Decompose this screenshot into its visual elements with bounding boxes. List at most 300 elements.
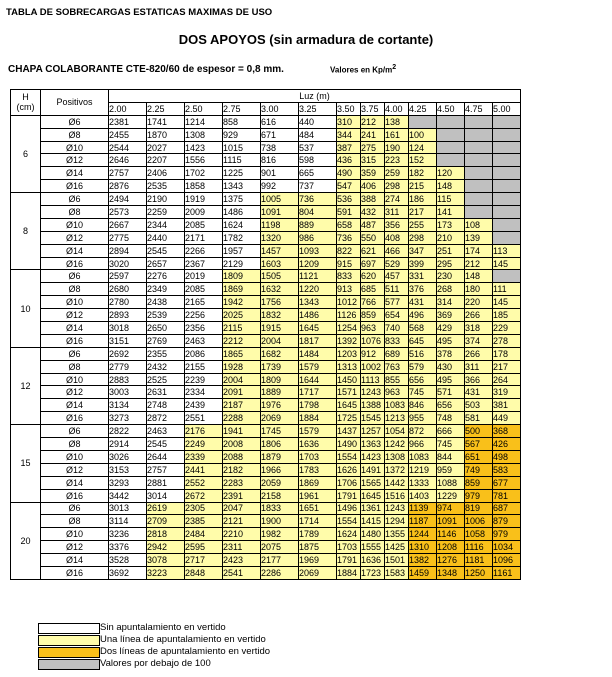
load-value-cell: 1858 (185, 180, 223, 193)
h-header (11, 90, 41, 116)
load-value-cell: 986 (299, 231, 337, 244)
table-row (11, 438, 521, 451)
load-value-cell: 1571 (337, 386, 361, 399)
load-value-cell: 2692 (109, 347, 147, 360)
load-value-cell: 120 (437, 167, 465, 180)
load-value-cell: 2008 (223, 438, 261, 451)
load-value-cell: 1579 (299, 360, 337, 373)
load-value-cell: 3134 (109, 399, 147, 412)
load-value-cell: 2276 (147, 270, 185, 283)
load-value-cell: 1490 (337, 438, 361, 451)
load-value-cell: 1884 (337, 566, 361, 579)
load-value-cell: 1450 (337, 373, 361, 386)
load-value-cell: 2455 (109, 128, 147, 141)
diameter-cell: Ø6 (41, 270, 109, 283)
load-value-cell: 2165 (185, 296, 223, 309)
load-value-cell: 388 (361, 193, 385, 206)
load-value-cell: 1343 (223, 180, 261, 193)
load-value-cell: 1355 (385, 528, 409, 541)
load-value-cell: 2286 (261, 566, 299, 579)
load-value-cell: 2463 (185, 334, 223, 347)
load-value-cell: 651 (465, 450, 493, 463)
table-row (11, 334, 521, 347)
load-value-cell: 1425 (385, 541, 409, 554)
table-row (11, 206, 521, 219)
load-value-cell: 298 (409, 231, 437, 244)
load-value-cell (465, 180, 493, 193)
load-value-cell: 2748 (147, 399, 185, 412)
load-value-cell: 2551 (185, 412, 223, 425)
diameter-cell: Ø16 (41, 257, 109, 270)
load-value-cell: 186 (409, 193, 437, 206)
load-value-cell: 1198 (261, 218, 299, 231)
load-value-cell: 1116 (465, 541, 493, 554)
load-value-cell: 567 (465, 438, 493, 451)
load-value-cell: 1545 (361, 412, 385, 425)
diameter-cell: Ø16 (41, 566, 109, 579)
span-header: 4.00 (385, 102, 409, 115)
load-value-cell: 115 (437, 193, 465, 206)
load-value-cell: 3376 (109, 541, 147, 554)
load-value-cell: 498 (493, 450, 521, 463)
load-value-cell: 656 (437, 399, 465, 412)
table-row (11, 412, 521, 425)
legend-swatch (38, 635, 100, 646)
load-value-cell: 748 (437, 412, 465, 425)
load-value-cell: 2190 (147, 193, 185, 206)
load-value-cell: 1343 (299, 296, 337, 309)
table-row (11, 270, 521, 283)
diameter-cell: Ø10 (41, 528, 109, 541)
load-value-cell: 152 (409, 154, 437, 167)
load-value-cell: 915 (337, 257, 361, 270)
load-value-cell: 2595 (185, 541, 223, 554)
table-row (11, 515, 521, 528)
load-value-cell: 268 (437, 283, 465, 296)
load-value-cell: 955 (409, 412, 437, 425)
load-value-cell: 685 (361, 283, 385, 296)
height-cell: 8 (11, 193, 41, 270)
table-row (11, 141, 521, 154)
load-value-cell: 3153 (109, 463, 147, 476)
diameter-cell: Ø10 (41, 296, 109, 309)
load-value-cell: 689 (385, 347, 409, 360)
load-value-cell: 369 (437, 309, 465, 322)
load-value-cell: 1869 (299, 476, 337, 489)
load-value-cell: 2525 (147, 373, 185, 386)
load-value-cell: 1889 (261, 386, 299, 399)
table-row (11, 399, 521, 412)
load-value-cell: 1091 (437, 515, 465, 528)
load-value-cell: 1486 (299, 309, 337, 322)
load-value-cell: 426 (493, 438, 521, 451)
load-value-cell: 2667 (109, 218, 147, 231)
load-value-cell: 1809 (261, 373, 299, 386)
load-value-cell: 1244 (409, 528, 437, 541)
diameter-cell: Ø14 (41, 399, 109, 412)
load-value-cell: 872 (409, 425, 437, 438)
load-value-cell: 2069 (299, 566, 337, 579)
load-value-cell: 1203 (337, 347, 361, 360)
load-value-cell: 2025 (223, 309, 261, 322)
load-value-cell: 1229 (437, 489, 465, 502)
load-value-cell: 138 (385, 115, 409, 128)
load-value-cell: 1121 (299, 270, 337, 283)
load-value-cell: 1083 (409, 450, 437, 463)
load-value-cell (493, 206, 521, 219)
load-value-cell: 190 (385, 141, 409, 154)
load-value-cell: 2769 (147, 334, 185, 347)
load-value-cell: 311 (465, 360, 493, 373)
load-value-cell: 1333 (409, 476, 437, 489)
load-value-cell: 2129 (223, 257, 261, 270)
diameter-cell: Ø10 (41, 141, 109, 154)
load-value-cell: 1214 (185, 115, 223, 128)
load-value-cell: 347 (409, 244, 437, 257)
load-value-cell: 266 (465, 309, 493, 322)
load-value-cell: 2775 (109, 231, 147, 244)
load-value-cell: 697 (361, 257, 385, 270)
load-value-cell: 1308 (185, 128, 223, 141)
table-row (11, 167, 521, 180)
load-value-cell: 1208 (437, 541, 465, 554)
load-value-cell: 740 (385, 322, 409, 335)
load-value-cell: 2009 (185, 206, 223, 219)
load-value-cell: 1254 (337, 322, 361, 335)
load-value-cell: 1982 (261, 528, 299, 541)
load-value-cell: 1161 (493, 566, 521, 579)
load-value-cell (493, 128, 521, 141)
load-value-cell: 1645 (337, 399, 361, 412)
table-row (11, 296, 521, 309)
load-value-cell: 1209 (299, 257, 337, 270)
load-value-cell: 241 (361, 128, 385, 141)
load-value-cell: 1496 (337, 502, 361, 515)
load-value-cell: 591 (337, 206, 361, 219)
load-value-cell: 1187 (409, 515, 437, 528)
load-value-cell: 616 (261, 115, 299, 128)
load-value-cell: 2644 (147, 450, 185, 463)
load-value-cell: 536 (337, 193, 361, 206)
load-value-cell: 1556 (185, 154, 223, 167)
span-header: 2.25 (147, 102, 185, 115)
load-value-cell: 1308 (385, 450, 409, 463)
load-value-cell: 2086 (185, 347, 223, 360)
load-value-cell: 1957 (223, 244, 261, 257)
load-value-cell: 178 (493, 347, 521, 360)
load-value-cell: 2439 (185, 399, 223, 412)
table-row (11, 360, 521, 373)
load-value-cell: 408 (385, 231, 409, 244)
load-value-cell: 966 (409, 438, 437, 451)
load-value-cell: 2311 (223, 541, 261, 554)
load-value-cell: 2423 (223, 554, 261, 567)
load-value-cell: 2158 (261, 489, 299, 502)
table-row (11, 180, 521, 193)
load-value-cell: 2047 (223, 502, 261, 515)
diameter-cell: Ø10 (41, 218, 109, 231)
load-value-cell: 974 (437, 502, 465, 515)
table-row (11, 450, 521, 463)
load-value-cell: 366 (465, 373, 493, 386)
load-value-cell: 2438 (147, 296, 185, 309)
table-row (11, 322, 521, 335)
load-value-cell: 2339 (185, 450, 223, 463)
diameter-cell: Ø12 (41, 541, 109, 554)
load-value-cell: 315 (361, 154, 385, 167)
load-value-cell: 1213 (385, 412, 409, 425)
load-value-cell (493, 231, 521, 244)
table-row (11, 476, 521, 489)
load-value-cell: 2672 (185, 489, 223, 502)
load-value-cell: 2646 (109, 154, 147, 167)
load-value-cell: 1624 (337, 528, 361, 541)
load-value-cell: 3223 (147, 566, 185, 579)
load-value-cell: 2019 (185, 270, 223, 283)
load-value-cell: 550 (361, 231, 385, 244)
load-value-cell: 1459 (409, 566, 437, 579)
legend-swatch (38, 659, 100, 670)
load-value-cell: 1361 (361, 502, 385, 515)
load-value-cell: 1058 (465, 528, 493, 541)
load-value-cell: 2085 (185, 218, 223, 231)
load-value-cell: 901 (261, 167, 299, 180)
h-label: H (22, 92, 29, 103)
load-value-cell: 2212 (223, 334, 261, 347)
load-value-cell: 2876 (109, 180, 147, 193)
height-cell: 12 (11, 347, 41, 424)
load-value-cell: 2717 (185, 554, 223, 567)
load-value-cell: 487 (361, 218, 385, 231)
load-value-cell: 2757 (109, 167, 147, 180)
legend-swatch (38, 647, 100, 658)
load-value-cell: 1242 (385, 438, 409, 451)
diameter-cell: Ø16 (41, 180, 109, 193)
load-value-cell: 274 (385, 193, 409, 206)
load-value-cell: 1624 (223, 218, 261, 231)
table-row (11, 463, 521, 476)
load-value-cell (465, 128, 493, 141)
load-value-cell: 2631 (147, 386, 185, 399)
load-value-cell: 855 (385, 373, 409, 386)
load-value-cell: 1806 (261, 438, 299, 451)
load-value-cell: 2541 (223, 566, 261, 579)
diameter-cell: Ø14 (41, 554, 109, 567)
load-value-cell: 737 (299, 180, 337, 193)
loads-table (10, 89, 521, 580)
load-value-cell: 2155 (185, 360, 223, 373)
load-value-cell: 2305 (185, 502, 223, 515)
load-value-cell: 671 (261, 128, 299, 141)
load-value-cell: 251 (437, 244, 465, 257)
load-value-cell (437, 128, 465, 141)
diameter-cell: Ø8 (41, 438, 109, 451)
legend-label: Una línea de apuntalamiento en vertido (100, 634, 266, 645)
span-header: 3.75 (361, 102, 385, 115)
load-value-cell: 979 (465, 489, 493, 502)
load-value-cell: 1415 (361, 515, 385, 528)
diameter-cell: Ø12 (41, 231, 109, 244)
load-value-cell: 736 (337, 231, 361, 244)
table-row (11, 373, 521, 386)
load-value-cell (493, 193, 521, 206)
load-value-cell: 2441 (185, 463, 223, 476)
load-value-cell: 230 (437, 270, 465, 283)
table-row (11, 128, 521, 141)
load-value-cell: 3293 (109, 476, 147, 489)
table-row (11, 566, 521, 579)
load-value-cell: 1501 (385, 554, 409, 567)
load-value-cell (493, 167, 521, 180)
span-header: 4.50 (437, 102, 465, 115)
load-value-cell: 547 (337, 180, 361, 193)
load-value-cell: 763 (385, 360, 409, 373)
load-value-cell: 2176 (185, 425, 223, 438)
load-value-cell: 1579 (299, 425, 337, 438)
load-value-cell: 210 (437, 231, 465, 244)
table-row (11, 386, 521, 399)
load-value-cell: 3236 (109, 528, 147, 541)
load-value-cell: 1220 (299, 283, 337, 296)
load-value-cell: 2210 (223, 528, 261, 541)
span-header: 3.00 (261, 102, 299, 115)
load-value-cell: 399 (409, 257, 437, 270)
load-value-cell: 2004 (223, 373, 261, 386)
load-value-cell: 1382 (409, 554, 437, 567)
load-value-cell: 1791 (337, 554, 361, 567)
load-value-cell: 2484 (185, 528, 223, 541)
load-value-cell: 1388 (361, 399, 385, 412)
load-value-cell: 145 (493, 257, 521, 270)
load-value-cell: 374 (465, 334, 493, 347)
load-value-cell: 1717 (299, 386, 337, 399)
diameter-cell: Ø8 (41, 283, 109, 296)
load-value-cell: 1645 (361, 489, 385, 502)
load-value-cell: 1363 (361, 438, 385, 451)
load-value-cell: 992 (261, 180, 299, 193)
load-value-cell: 2914 (109, 438, 147, 451)
load-value-cell: 598 (299, 154, 337, 167)
load-value-cell: 2432 (147, 360, 185, 373)
load-value-cell: 1054 (385, 425, 409, 438)
span-header: 4.25 (409, 102, 437, 115)
load-value-cell: 185 (493, 309, 521, 322)
load-value-cell: 1091 (261, 206, 299, 219)
load-value-cell: 583 (493, 463, 521, 476)
load-value-cell: 2059 (261, 476, 299, 489)
load-value-cell: 833 (337, 270, 361, 283)
load-value-cell: 148 (465, 270, 493, 283)
height-cell: 15 (11, 425, 41, 502)
load-value-cell: 2381 (109, 115, 147, 128)
load-value-cell: 2848 (185, 566, 223, 579)
load-value-cell: 3442 (109, 489, 147, 502)
load-value-cell: 2355 (147, 347, 185, 360)
load-value-cell: 1900 (261, 515, 299, 528)
load-value-cell: 310 (337, 115, 361, 128)
load-value-cell: 1703 (299, 450, 337, 463)
diameter-cell: Ø6 (41, 115, 109, 128)
load-value-cell: 311 (385, 206, 409, 219)
load-value-cell: 677 (493, 476, 521, 489)
diameter-cell: Ø8 (41, 206, 109, 219)
load-value-cell: 2573 (109, 206, 147, 219)
load-value-cell: 2757 (147, 463, 185, 476)
load-value-cell: 2942 (147, 541, 185, 554)
load-value-cell: 2288 (223, 412, 261, 425)
chapa-description: CHAPA COLABORANTE CTE-820/60 de espesor = 0,8 mm. (8, 64, 284, 75)
load-value-cell: 2115 (223, 322, 261, 335)
load-value-cell: 1682 (261, 347, 299, 360)
load-value-cell: 1741 (147, 115, 185, 128)
load-value-cell: 1310 (409, 541, 437, 554)
load-value-cell: 449 (493, 412, 521, 425)
load-value-cell: 912 (361, 347, 385, 360)
load-value-cell (493, 270, 521, 283)
load-value-cell: 963 (385, 386, 409, 399)
load-value-cell: 2091 (223, 386, 261, 399)
load-value-cell (437, 115, 465, 128)
load-value-cell: 2187 (223, 399, 261, 412)
load-value-cell: 429 (437, 322, 465, 335)
load-value-cell: 1632 (261, 283, 299, 296)
load-value-cell: 2207 (147, 154, 185, 167)
units-exponent: 2 (392, 64, 397, 71)
load-value-cell: 1012 (337, 296, 361, 309)
load-value-cell: 2818 (147, 528, 185, 541)
load-value-cell: 1782 (223, 231, 261, 244)
table-row (11, 541, 521, 554)
load-value-cell: 496 (409, 309, 437, 322)
load-value-cell: 1941 (223, 425, 261, 438)
load-value-cell: 298 (385, 180, 409, 193)
load-value-cell: 749 (465, 463, 493, 476)
load-value-cell: 1034 (493, 541, 521, 554)
load-value-cell (437, 154, 465, 167)
load-value-cell: 738 (261, 141, 299, 154)
load-value-cell: 141 (437, 206, 465, 219)
load-value-cell: 495 (437, 334, 465, 347)
load-value-cell (465, 206, 493, 219)
diameter-cell: Ø12 (41, 154, 109, 167)
load-value-cell: 1372 (385, 463, 409, 476)
legend-label: Valores por debajo de 100 (100, 658, 211, 669)
load-value-cell: 2822 (109, 425, 147, 438)
load-value-cell: 331 (409, 270, 437, 283)
load-value-cell: 1565 (361, 476, 385, 489)
load-value-cell: 2709 (147, 515, 185, 528)
load-value-cell: 1869 (223, 283, 261, 296)
load-value-cell: 3013 (109, 502, 147, 515)
load-value-cell: 666 (437, 425, 465, 438)
load-value-cell: 2893 (109, 309, 147, 322)
load-value-cell: 3018 (109, 322, 147, 335)
load-value-cell: 2881 (147, 476, 185, 489)
legend-label: Dos líneas de apuntalamiento en vertido (100, 646, 271, 657)
load-value-cell: 255 (409, 218, 437, 231)
load-value-cell: 1505 (261, 270, 299, 283)
load-value-cell: 1723 (361, 566, 385, 579)
load-value-cell: 1879 (261, 450, 299, 463)
table-row (11, 528, 521, 541)
load-value-cell: 1486 (223, 206, 261, 219)
load-value-cell: 2597 (109, 270, 147, 283)
load-value-cell: 1423 (361, 450, 385, 463)
load-value-cell: 1250 (465, 566, 493, 579)
load-value-cell: 2780 (109, 296, 147, 309)
load-value-cell: 2266 (185, 244, 223, 257)
load-value-cell: 266 (465, 347, 493, 360)
